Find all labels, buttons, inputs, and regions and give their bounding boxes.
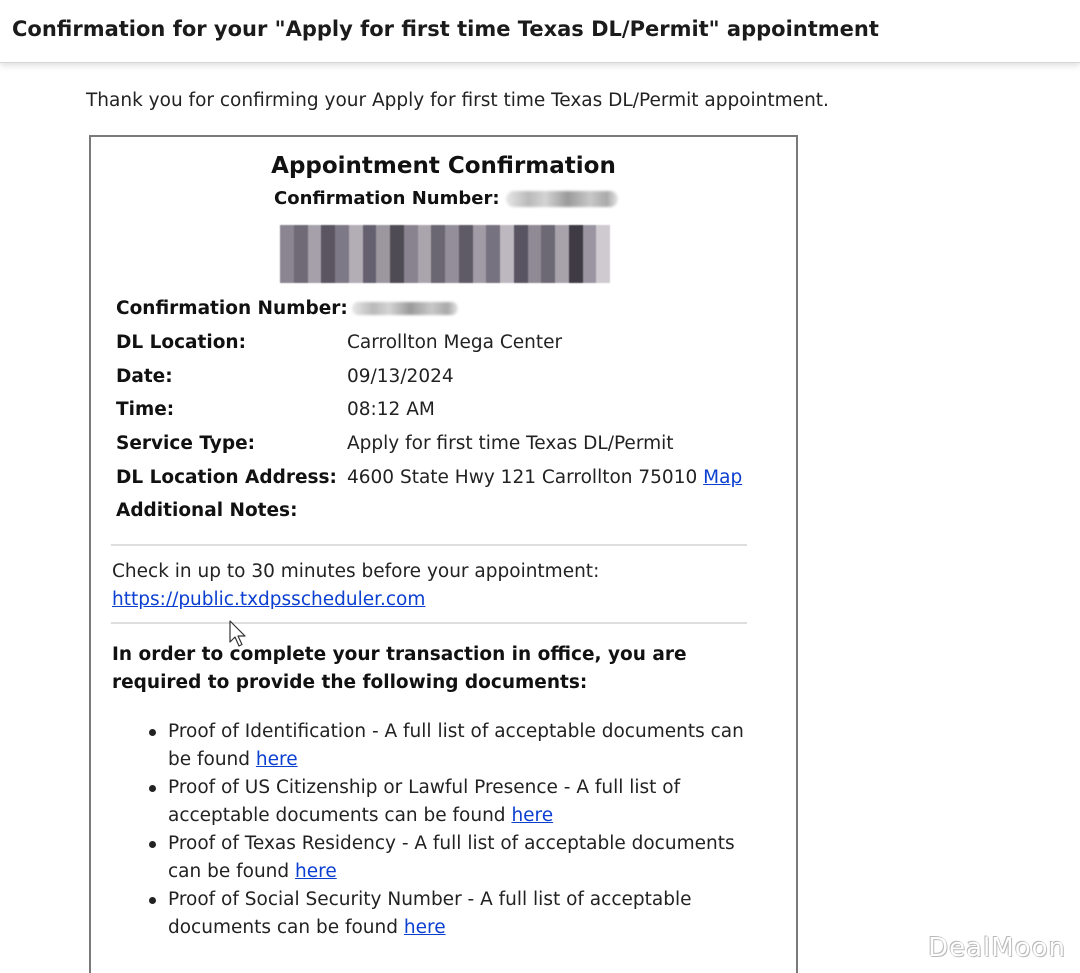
detail-label: Confirmation Number: xyxy=(116,298,348,320)
list-item xyxy=(141,718,761,774)
detail-value: Apply for first time Texas DL/Permit xyxy=(347,433,674,455)
document-text: Proof of Social Security Number - A full list of acceptable documents can be found xyxy=(168,889,692,938)
detail-label: DL Location Address: xyxy=(116,466,337,488)
watermark: DealMoon xyxy=(928,933,1066,963)
map-link[interactable]: Map xyxy=(703,466,743,488)
intro-text: Thank you for confirming your Apply for first time Texas DL/Permit appointment. xyxy=(86,90,829,111)
detail-row-service-type xyxy=(116,427,766,461)
detail-label: Date: xyxy=(116,365,173,387)
here-link[interactable]: here xyxy=(295,861,337,882)
required-documents-list xyxy=(141,718,761,942)
detail-row-dl-location xyxy=(116,326,766,360)
detail-row-date xyxy=(116,359,766,393)
page-header xyxy=(0,0,1080,63)
checkin-text: Check in up to 30 minutes before your appointment: xyxy=(112,561,600,582)
documents-heading: In order to complete your transaction in office, you are required to provide the following documents: xyxy=(112,644,687,693)
detail-value: Carrollton Mega Center xyxy=(347,332,563,354)
address-text: 4600 State Hwy 121 Carrollton 75010 xyxy=(347,466,698,488)
confirmation-number-heading xyxy=(274,188,618,209)
here-link[interactable]: here xyxy=(511,805,554,826)
here-link[interactable]: here xyxy=(403,917,446,938)
detail-row-time xyxy=(116,393,766,427)
barcode-image xyxy=(280,225,610,283)
detail-value: 08:12 AM xyxy=(347,399,435,421)
mouse-pointer-icon xyxy=(229,620,249,650)
list-item xyxy=(141,774,761,830)
divider xyxy=(111,622,747,624)
divider xyxy=(111,544,747,546)
detail-label: Service Type: xyxy=(116,433,256,455)
card-title: Appointment Confirmation xyxy=(271,153,616,179)
detail-row-confirmation-number xyxy=(116,292,766,326)
appointment-confirmation-card xyxy=(89,135,798,973)
detail-value: 09/13/2024 xyxy=(347,365,454,387)
detail-row-additional-notes xyxy=(116,494,766,528)
detail-label: DL Location: xyxy=(116,332,246,354)
detail-value xyxy=(347,467,742,488)
redacted-confirmation-number xyxy=(506,191,618,207)
detail-label: Additional Notes: xyxy=(116,500,298,522)
confirmation-number-heading-label: Confirmation Number: xyxy=(274,188,500,209)
detail-row-address xyxy=(116,460,766,494)
redacted-confirmation-number xyxy=(352,302,458,315)
scheduler-link[interactable]: https://public.txdpsscheduler.com xyxy=(112,589,426,610)
here-link[interactable]: here xyxy=(255,749,298,770)
checkin-section xyxy=(112,558,599,614)
detail-label: Time: xyxy=(116,399,175,421)
page-title: Confirmation for your "Apply for first time Texas DL/Permit" appointment xyxy=(12,17,879,41)
document-text: Proof of Texas Residency - A full list of acceptable documents can be found xyxy=(168,833,735,882)
list-item xyxy=(141,830,761,886)
list-item xyxy=(141,886,761,942)
document-text: Proof of US Citizenship or Lawful Presence - A full list of acceptable documents can be found xyxy=(168,777,681,826)
document-text: Proof of Identification - A full list of acceptable documents can be found xyxy=(168,721,744,770)
appointment-details xyxy=(116,292,766,528)
